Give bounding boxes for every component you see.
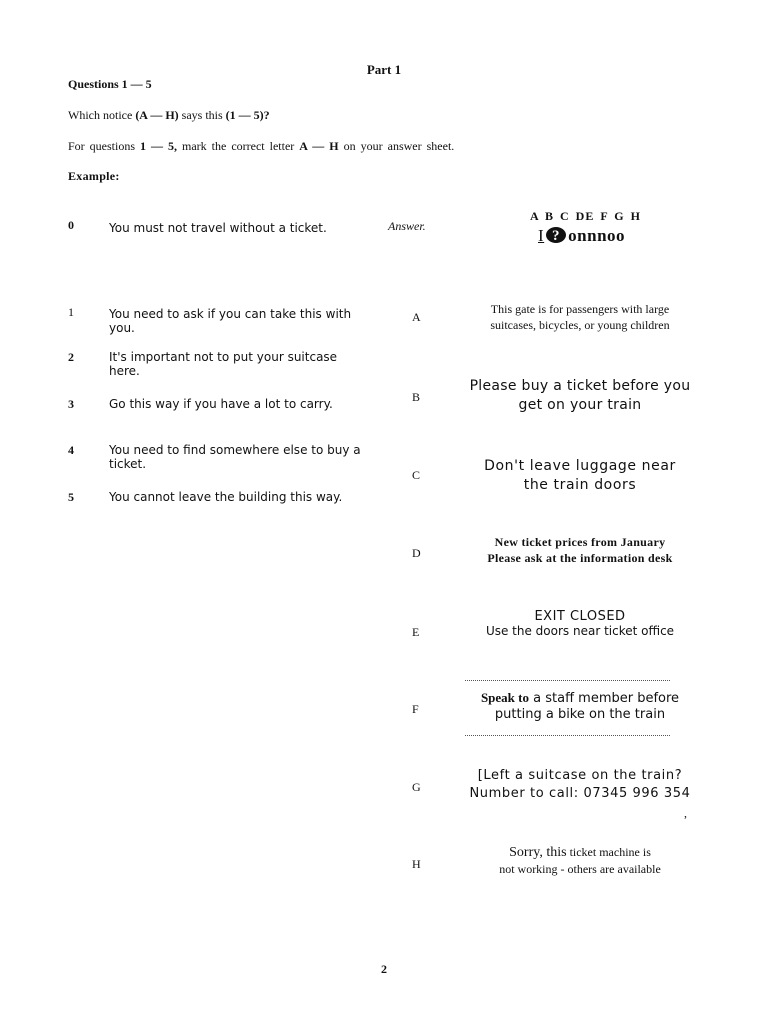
answer-letters: A B C DE F G H <box>530 209 641 223</box>
notice-f <box>455 690 705 723</box>
which-notice-mid: says this <box>178 108 226 122</box>
notice-e-line2: Use the doors near ticket office <box>485 624 675 638</box>
notice-e-line1: EXIT CLOSED <box>534 609 626 624</box>
question-number-2: 2 <box>68 350 74 364</box>
notice-h-line1-big: Sorry, this <box>509 845 567 860</box>
notice-letter-e: E <box>412 625 420 639</box>
notice-c-line1: Don't leave luggage near <box>484 458 676 474</box>
which-notice-pre: Which notice <box>68 108 136 122</box>
notice-h-line1-rest: ticket machine is <box>566 845 651 859</box>
question-number-1: 1 <box>68 305 74 319</box>
notice-e <box>455 609 705 639</box>
notice-f-bottom-border <box>465 735 670 736</box>
notice-a-line2: suitcases, bicycles, or young children <box>490 318 670 332</box>
question-text-4: You need to find somewhere else to buy a ticket. <box>109 443 361 471</box>
notice-letter-b: B <box>412 390 421 404</box>
notice-c-line2: the train doors <box>523 477 637 493</box>
question-number-3: 3 <box>68 397 74 411</box>
questions-heading: Questions 1 — 5 <box>68 77 152 91</box>
part-title: Part 1 <box>366 62 402 77</box>
question-number-4: 4 <box>68 443 74 457</box>
which-notice-numbers: (1 — 5)? <box>225 108 270 122</box>
page-number: 2 <box>381 962 387 976</box>
instructions-range: 1 — 5, <box>140 139 178 153</box>
notice-h-line2: not working - others are available <box>499 862 661 876</box>
answer-label: Answer. <box>388 219 426 233</box>
notice-letter-g: G <box>412 780 421 794</box>
question-text-1: You need to ask if you can take this with you. <box>109 307 352 335</box>
notice-letter-h: H <box>412 857 421 871</box>
example-question-text: You must not travel without a ticket. <box>109 221 327 235</box>
notice-b-line2: get on your train <box>518 397 642 413</box>
example-number: 0 <box>68 218 74 232</box>
notice-letter-f: F <box>412 702 419 716</box>
svg-text:?: ? <box>552 228 561 244</box>
notice-h <box>455 844 705 877</box>
which-notice-letters: (A — H) <box>135 108 179 122</box>
question-text-2: It's important not to put your suitcase here. <box>109 350 338 378</box>
notice-d <box>455 534 705 566</box>
notice-a-line1: This gate is for passengers with large <box>490 302 670 316</box>
answer-marks-rest: onnnoo <box>568 226 626 245</box>
instructions-post: on your answer sheet. <box>338 139 455 153</box>
question-text-3: Go this way if you have a lot to carry. <box>109 397 333 411</box>
instructions-mid: mark the correct letter <box>177 139 300 153</box>
notice-letter-d: D <box>412 546 421 560</box>
question-text-5: You cannot leave the building this way. <box>109 490 343 504</box>
notice-f-line1-bold: Speak to <box>480 690 529 705</box>
notice-c <box>455 457 705 495</box>
notice-letter-a: A <box>412 310 421 324</box>
notice-h-line1 <box>455 844 705 861</box>
notice-g-line2: Number to call: 07345 996 354 <box>469 786 691 801</box>
instructions-pre: For questions <box>68 139 141 153</box>
example-label: Example: <box>68 169 120 183</box>
notice-b <box>455 377 705 415</box>
notice-d-line2: Please ask at the information desk <box>487 551 673 565</box>
question-number-5: 5 <box>68 490 74 504</box>
which-notice-question <box>68 108 270 123</box>
notice-g-line1: [Left a suitcase on the train? <box>477 768 683 783</box>
notice-a <box>455 301 705 333</box>
marked-answer-icon <box>545 226 567 244</box>
notice-f-line1 <box>455 690 705 707</box>
notice-f-line1-rest: a staff member before <box>529 691 680 706</box>
notice-g <box>455 767 705 803</box>
answer-marks-lead: I <box>538 226 545 245</box>
stray-mark: , <box>684 806 687 820</box>
notice-letter-c: C <box>412 468 421 482</box>
notice-d-line1: New ticket prices from January <box>494 535 666 549</box>
instructions-letters: A — H <box>299 139 339 153</box>
instructions <box>68 139 454 154</box>
notice-b-line1: Please buy a ticket before you <box>469 378 691 394</box>
answer-marks <box>538 226 625 246</box>
notice-f-top-border <box>465 680 670 681</box>
notice-f-line2: putting a bike on the train <box>494 707 666 722</box>
